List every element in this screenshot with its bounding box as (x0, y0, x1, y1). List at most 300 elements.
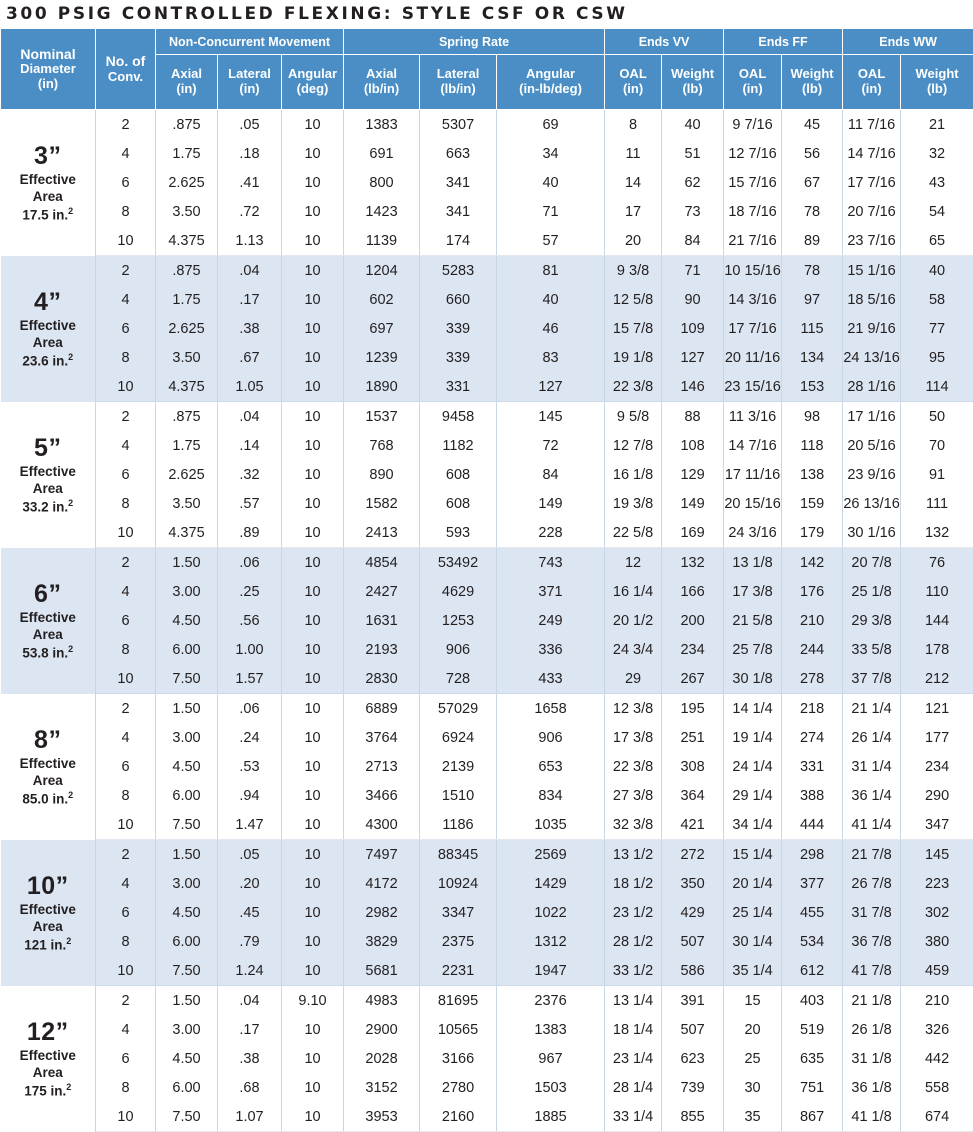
cell-ff_oal: 25 1/4 (724, 898, 782, 927)
group-area-exponent: 2 (68, 790, 73, 800)
cell-vv_oal: 20 (605, 226, 662, 256)
cell-conv: 10 (96, 372, 156, 402)
cell-sr_lateral: 5307 (420, 110, 497, 140)
cell-ww_oal: 36 7/8 (843, 927, 901, 956)
cell-vv_weight: 272 (662, 840, 724, 870)
cell-sr_axial: 3466 (344, 781, 420, 810)
table-row (1, 372, 973, 402)
cell-nc_angular: 10 (282, 723, 344, 752)
cell-vv_weight: 350 (662, 869, 724, 898)
cell-vv_oal: 8 (605, 110, 662, 140)
cell-ww_oal: 21 7/8 (843, 840, 901, 870)
cell-sr_lateral: 3347 (420, 898, 497, 927)
header-col-nc_axial (156, 55, 218, 110)
cell-ww_weight: 144 (901, 606, 973, 635)
cell-ff_weight: 134 (782, 343, 843, 372)
cell-nc_angular: 10 (282, 343, 344, 372)
cell-sr_lateral: 10924 (420, 869, 497, 898)
cell-sr_axial: 4300 (344, 810, 420, 840)
cell-nc_lateral: .72 (218, 197, 282, 226)
cell-sr_lateral: 2780 (420, 1073, 497, 1102)
cell-ff_oal: 18 7/16 (724, 197, 782, 226)
cell-conv: 4 (96, 285, 156, 314)
cell-ff_oal: 9 7/16 (724, 110, 782, 140)
cell-ff_weight: 159 (782, 489, 843, 518)
cell-conv: 6 (96, 168, 156, 197)
cell-nc_angular: 10 (282, 781, 344, 810)
cell-nc_angular: 10 (282, 314, 344, 343)
cell-sr_axial: 1890 (344, 372, 420, 402)
cell-vv_oal: 33 1/2 (605, 956, 662, 986)
group-effective-area-value: 23.6 in.$^2$ (1, 352, 96, 370)
cell-ww_oal: 25 1/8 (843, 577, 901, 606)
cell-vv_oal: 27 3/8 (605, 781, 662, 810)
cell-ww_weight: 111 (901, 489, 973, 518)
cell-ff_oal: 25 7/8 (724, 635, 782, 664)
table-row (1, 1044, 973, 1073)
cell-ww_oal: 31 1/4 (843, 752, 901, 781)
cell-vv_weight: 146 (662, 372, 724, 402)
header-col-name: Weight (916, 66, 959, 81)
table-row (1, 840, 973, 870)
cell-vv_oal: 23 1/4 (605, 1044, 662, 1073)
cell-vv_weight: 391 (662, 986, 724, 1016)
cell-nc_axial: 6.00 (156, 635, 218, 664)
group-effective-label-line2: Area (1, 627, 96, 644)
cell-sr_axial: 1204 (344, 256, 420, 286)
group-effective-area-value: 121 in.$^2$ (1, 936, 96, 954)
cell-vv_oal: 15 7/8 (605, 314, 662, 343)
cell-ww_weight: 76 (901, 548, 973, 578)
table-row (1, 869, 973, 898)
cell-ww_weight: 234 (901, 752, 973, 781)
cell-sr_angular: 743 (497, 548, 605, 578)
group-effective-area-value: 53.8 in.$^2$ (1, 644, 96, 662)
group-effective-area-value: 85.0 in.$^2$ (1, 790, 96, 808)
cell-ww_oal: 41 1/8 (843, 1102, 901, 1132)
cell-sr_axial: 4854 (344, 548, 420, 578)
cell-nc_angular: 10 (282, 168, 344, 197)
header-col-unit: (lb/in) (345, 82, 418, 97)
cell-sr_axial: 4172 (344, 869, 420, 898)
cell-ww_weight: 290 (901, 781, 973, 810)
cell-ww_oal: 21 1/4 (843, 694, 901, 724)
cell-conv: 2 (96, 256, 156, 286)
cell-ff_weight: 455 (782, 898, 843, 927)
cell-vv_weight: 251 (662, 723, 724, 752)
cell-vv_oal: 28 1/2 (605, 927, 662, 956)
cell-vv_weight: 195 (662, 694, 724, 724)
cell-sr_angular: 967 (497, 1044, 605, 1073)
group-nominal-diameter: 12” (1, 1017, 96, 1048)
header-col-name: Angular (526, 66, 575, 81)
cell-ff_oal: 21 5/8 (724, 606, 782, 635)
cell-sr_axial: 3152 (344, 1073, 420, 1102)
cell-ff_weight: 176 (782, 577, 843, 606)
cell-vv_oal: 13 1/4 (605, 986, 662, 1016)
cell-nc_axial: .875 (156, 110, 218, 140)
header-group-non-concurrent-movement: Non-Concurrent Movement (156, 29, 344, 55)
cell-conv: 2 (96, 694, 156, 724)
cell-nc_angular: 10 (282, 372, 344, 402)
cell-conv: 8 (96, 1073, 156, 1102)
cell-vv_weight: 149 (662, 489, 724, 518)
header-col-vv_weight (662, 55, 724, 110)
table-row (1, 139, 973, 168)
cell-conv: 6 (96, 460, 156, 489)
cell-sr_angular: 81 (497, 256, 605, 286)
cell-ww_weight: 558 (901, 1073, 973, 1102)
cell-conv: 8 (96, 343, 156, 372)
cell-ff_weight: 142 (782, 548, 843, 578)
cell-vv_oal: 19 3/8 (605, 489, 662, 518)
cell-sr_lateral: 906 (420, 635, 497, 664)
header-col-name: OAL (739, 66, 766, 81)
cell-sr_angular: 1503 (497, 1073, 605, 1102)
cell-nc_lateral: .06 (218, 548, 282, 578)
cell-ww_oal: 26 7/8 (843, 869, 901, 898)
header-col-unit: (lb/in) (421, 82, 495, 97)
cell-nc_lateral: .94 (218, 781, 282, 810)
cell-nc_lateral: .79 (218, 927, 282, 956)
cell-vv_oal: 20 1/2 (605, 606, 662, 635)
cell-ww_oal: 31 7/8 (843, 898, 901, 927)
cell-vv_weight: 71 (662, 256, 724, 286)
cell-ww_weight: 212 (901, 664, 973, 694)
cell-ww_weight: 121 (901, 694, 973, 724)
cell-nc_lateral: .45 (218, 898, 282, 927)
cell-nc_axial: 3.50 (156, 197, 218, 226)
cell-sr_angular: 1312 (497, 927, 605, 956)
group-nominal-diameter: 10” (1, 871, 96, 902)
cell-nc_axial: 3.00 (156, 723, 218, 752)
table-row (1, 635, 973, 664)
cell-conv: 10 (96, 810, 156, 840)
table-row (1, 781, 973, 810)
cell-conv: 2 (96, 110, 156, 140)
cell-ff_oal: 34 1/4 (724, 810, 782, 840)
cell-ww_weight: 95 (901, 343, 973, 372)
header-line-1: No. of (106, 53, 146, 69)
cell-nc_axial: 4.375 (156, 226, 218, 256)
group-nominal-diameter: 8” (1, 725, 96, 756)
header-col-name: OAL (619, 66, 646, 81)
cell-ff_oal: 35 (724, 1102, 782, 1132)
table-row (1, 810, 973, 840)
cell-vv_weight: 421 (662, 810, 724, 840)
cell-ww_weight: 50 (901, 402, 973, 432)
group-label-12-inch (1, 986, 96, 1132)
cell-ww_weight: 145 (901, 840, 973, 870)
cell-nc_angular: 10 (282, 1102, 344, 1132)
cell-sr_axial: 697 (344, 314, 420, 343)
cell-vv_oal: 17 (605, 197, 662, 226)
cell-sr_axial: 2830 (344, 664, 420, 694)
group-area-exponent: 2 (66, 936, 71, 946)
cell-ff_weight: 519 (782, 1015, 843, 1044)
cell-sr_lateral: 2139 (420, 752, 497, 781)
group-effective-label-line1: Effective (1, 756, 96, 773)
cell-vv_oal: 12 (605, 548, 662, 578)
group-nominal-diameter: 3” (1, 141, 96, 172)
page-title-bar (0, 0, 973, 28)
cell-ww_oal: 15 1/16 (843, 256, 901, 286)
header-col-unit: (lb) (902, 82, 972, 97)
group-effective-label-line2: Area (1, 1065, 96, 1082)
cell-ff_oal: 35 1/4 (724, 956, 782, 986)
cell-vv_weight: 169 (662, 518, 724, 548)
cell-nc_lateral: .24 (218, 723, 282, 752)
table-row (1, 606, 973, 635)
cell-nc_lateral: .17 (218, 285, 282, 314)
group-label-4-inch (1, 256, 96, 402)
cell-ff_weight: 97 (782, 285, 843, 314)
cell-ff_weight: 278 (782, 664, 843, 694)
cell-nc_lateral: .14 (218, 431, 282, 460)
group-effective-area-value: 33.2 in.$^2$ (1, 498, 96, 516)
cell-sr_axial: 2427 (344, 577, 420, 606)
cell-ff_weight: 388 (782, 781, 843, 810)
cell-nc_axial: 2.625 (156, 460, 218, 489)
cell-sr_lateral: 9458 (420, 402, 497, 432)
cell-ww_weight: 40 (901, 256, 973, 286)
cell-sr_lateral: 4629 (420, 577, 497, 606)
cell-ff_weight: 118 (782, 431, 843, 460)
header-col-ww_weight (901, 55, 973, 110)
cell-sr_angular: 127 (497, 372, 605, 402)
cell-ww_oal: 26 1/8 (843, 1015, 901, 1044)
header-line-2: Conv. (97, 70, 154, 85)
cell-nc_axial: .875 (156, 402, 218, 432)
cell-vv_weight: 90 (662, 285, 724, 314)
cell-sr_axial: 1582 (344, 489, 420, 518)
cell-ff_weight: 444 (782, 810, 843, 840)
group-label-3-inch (1, 110, 96, 256)
cell-conv: 2 (96, 840, 156, 870)
cell-sr_axial: 1423 (344, 197, 420, 226)
cell-nc_axial: 1.75 (156, 285, 218, 314)
cell-sr_lateral: 10565 (420, 1015, 497, 1044)
cell-ww_oal: 37 7/8 (843, 664, 901, 694)
cell-ff_oal: 25 (724, 1044, 782, 1073)
cell-ff_oal: 15 7/16 (724, 168, 782, 197)
cell-sr_lateral: 174 (420, 226, 497, 256)
cell-nc_angular: 10 (282, 226, 344, 256)
cell-sr_angular: 834 (497, 781, 605, 810)
cell-sr_angular: 228 (497, 518, 605, 548)
cell-sr_lateral: 331 (420, 372, 497, 402)
cell-nc_lateral: .05 (218, 840, 282, 870)
cell-sr_angular: 69 (497, 110, 605, 140)
cell-conv: 6 (96, 606, 156, 635)
cell-vv_oal: 18 1/2 (605, 869, 662, 898)
cell-sr_angular: 149 (497, 489, 605, 518)
cell-vv_weight: 855 (662, 1102, 724, 1132)
cell-vv_weight: 73 (662, 197, 724, 226)
group-effective-label-line2: Area (1, 189, 96, 206)
cell-nc_angular: 10 (282, 1044, 344, 1073)
table-row (1, 518, 973, 548)
cell-sr_axial: 1537 (344, 402, 420, 432)
table-row (1, 256, 973, 286)
group-area-exponent: 2 (68, 644, 73, 654)
cell-sr_axial: 768 (344, 431, 420, 460)
cell-ff_weight: 867 (782, 1102, 843, 1132)
cell-sr_axial: 1631 (344, 606, 420, 635)
cell-ww_weight: 302 (901, 898, 973, 927)
cell-nc_angular: 10 (282, 197, 344, 226)
table-row (1, 577, 973, 606)
table-row (1, 314, 973, 343)
cell-nc_lateral: .04 (218, 402, 282, 432)
cell-vv_weight: 234 (662, 635, 724, 664)
header-line-2: Diameter (2, 62, 94, 77)
header-col-unit: (deg) (283, 82, 342, 97)
cell-conv: 8 (96, 635, 156, 664)
cell-ww_weight: 210 (901, 986, 973, 1016)
cell-ff_weight: 115 (782, 314, 843, 343)
table-row (1, 898, 973, 927)
cell-sr_angular: 653 (497, 752, 605, 781)
cell-conv: 10 (96, 956, 156, 986)
cell-ww_oal: 11 7/16 (843, 110, 901, 140)
cell-ff_oal: 14 7/16 (724, 431, 782, 460)
group-effective-label-line1: Effective (1, 1048, 96, 1065)
cell-nc_lateral: .04 (218, 256, 282, 286)
cell-ff_oal: 24 3/16 (724, 518, 782, 548)
cell-nc_axial: 7.50 (156, 956, 218, 986)
cell-ww_weight: 178 (901, 635, 973, 664)
header-col-sr_angular (497, 55, 605, 110)
header-col-name: Axial (171, 66, 202, 81)
table-row (1, 489, 973, 518)
cell-conv: 8 (96, 197, 156, 226)
cell-ff_oal: 17 11/16 (724, 460, 782, 489)
cell-ff_weight: 78 (782, 197, 843, 226)
cell-nc_axial: 1.50 (156, 548, 218, 578)
cell-ww_oal: 23 7/16 (843, 226, 901, 256)
cell-nc_axial: .875 (156, 256, 218, 286)
cell-ff_oal: 30 1/4 (724, 927, 782, 956)
cell-ww_weight: 223 (901, 869, 973, 898)
header-unit: (in) (2, 77, 94, 92)
cell-nc_axial: 4.50 (156, 1044, 218, 1073)
cell-sr_lateral: 1182 (420, 431, 497, 460)
cell-sr_angular: 34 (497, 139, 605, 168)
cell-sr_lateral: 6924 (420, 723, 497, 752)
cell-conv: 6 (96, 898, 156, 927)
cell-vv_oal: 22 3/8 (605, 372, 662, 402)
cell-sr_angular: 57 (497, 226, 605, 256)
cell-sr_lateral: 57029 (420, 694, 497, 724)
cell-ff_weight: 377 (782, 869, 843, 898)
cell-sr_axial: 3829 (344, 927, 420, 956)
cell-sr_lateral: 88345 (420, 840, 497, 870)
cell-nc_angular: 10 (282, 606, 344, 635)
cell-ww_oal: 17 1/16 (843, 402, 901, 432)
cell-ww_weight: 65 (901, 226, 973, 256)
header-group-ends-ww: Ends WW (843, 29, 973, 55)
table-row (1, 226, 973, 256)
cell-nc_axial: 2.625 (156, 168, 218, 197)
cell-nc_lateral: 1.47 (218, 810, 282, 840)
cell-sr_lateral: 2375 (420, 927, 497, 956)
table-row (1, 927, 973, 956)
cell-sr_angular: 1035 (497, 810, 605, 840)
cell-vv_weight: 40 (662, 110, 724, 140)
cell-ww_oal: 21 1/8 (843, 986, 901, 1016)
cell-vv_oal: 22 3/8 (605, 752, 662, 781)
cell-ff_weight: 612 (782, 956, 843, 986)
header-col-name: Lateral (228, 66, 271, 81)
cell-conv: 2 (96, 986, 156, 1016)
cell-sr_lateral: 2160 (420, 1102, 497, 1132)
cell-sr_angular: 72 (497, 431, 605, 460)
cell-nc_angular: 9.10 (282, 986, 344, 1016)
cell-ff_weight: 244 (782, 635, 843, 664)
table-row (1, 1073, 973, 1102)
cell-sr_angular: 371 (497, 577, 605, 606)
cell-ww_oal: 29 3/8 (843, 606, 901, 635)
cell-ww_oal: 20 7/16 (843, 197, 901, 226)
cell-nc_lateral: 1.05 (218, 372, 282, 402)
cell-nc_angular: 10 (282, 752, 344, 781)
table-row (1, 723, 973, 752)
cell-ff_oal: 20 11/16 (724, 343, 782, 372)
group-area-exponent: 2 (68, 206, 73, 216)
cell-nc_lateral: .25 (218, 577, 282, 606)
cell-ww_weight: 674 (901, 1102, 973, 1132)
header-col-name: OAL (858, 66, 885, 81)
cell-nc_axial: 7.50 (156, 810, 218, 840)
cell-sr_angular: 1383 (497, 1015, 605, 1044)
table-row (1, 110, 973, 140)
cell-nc_angular: 10 (282, 110, 344, 140)
cell-ww_weight: 177 (901, 723, 973, 752)
cell-nc_angular: 10 (282, 548, 344, 578)
cell-ww_weight: 91 (901, 460, 973, 489)
table-row (1, 664, 973, 694)
cell-ff_oal: 15 (724, 986, 782, 1016)
header-col-unit: (in-lb/deg) (498, 82, 603, 97)
cell-sr_angular: 71 (497, 197, 605, 226)
specification-table (0, 28, 973, 1132)
cell-nc_axial: 2.625 (156, 314, 218, 343)
cell-sr_lateral: 339 (420, 314, 497, 343)
cell-vv_weight: 507 (662, 1015, 724, 1044)
cell-sr_axial: 2193 (344, 635, 420, 664)
cell-vv_oal: 33 1/4 (605, 1102, 662, 1132)
header-col-ww_oal (843, 55, 901, 110)
cell-nc_axial: 1.50 (156, 694, 218, 724)
cell-vv_weight: 308 (662, 752, 724, 781)
header-group-ends-ff: Ends FF (724, 29, 843, 55)
group-nominal-diameter: 5” (1, 433, 96, 464)
cell-sr_axial: 5681 (344, 956, 420, 986)
cell-ww_oal: 17 7/16 (843, 168, 901, 197)
cell-ww_oal: 41 1/4 (843, 810, 901, 840)
cell-nc_angular: 10 (282, 898, 344, 927)
cell-ff_weight: 218 (782, 694, 843, 724)
cell-conv: 4 (96, 431, 156, 460)
header-col-name: Weight (791, 66, 834, 81)
cell-vv_weight: 108 (662, 431, 724, 460)
cell-sr_axial: 6889 (344, 694, 420, 724)
table-body (1, 110, 973, 1132)
cell-nc_lateral: 1.24 (218, 956, 282, 986)
cell-nc_angular: 10 (282, 285, 344, 314)
cell-ww_weight: 380 (901, 927, 973, 956)
